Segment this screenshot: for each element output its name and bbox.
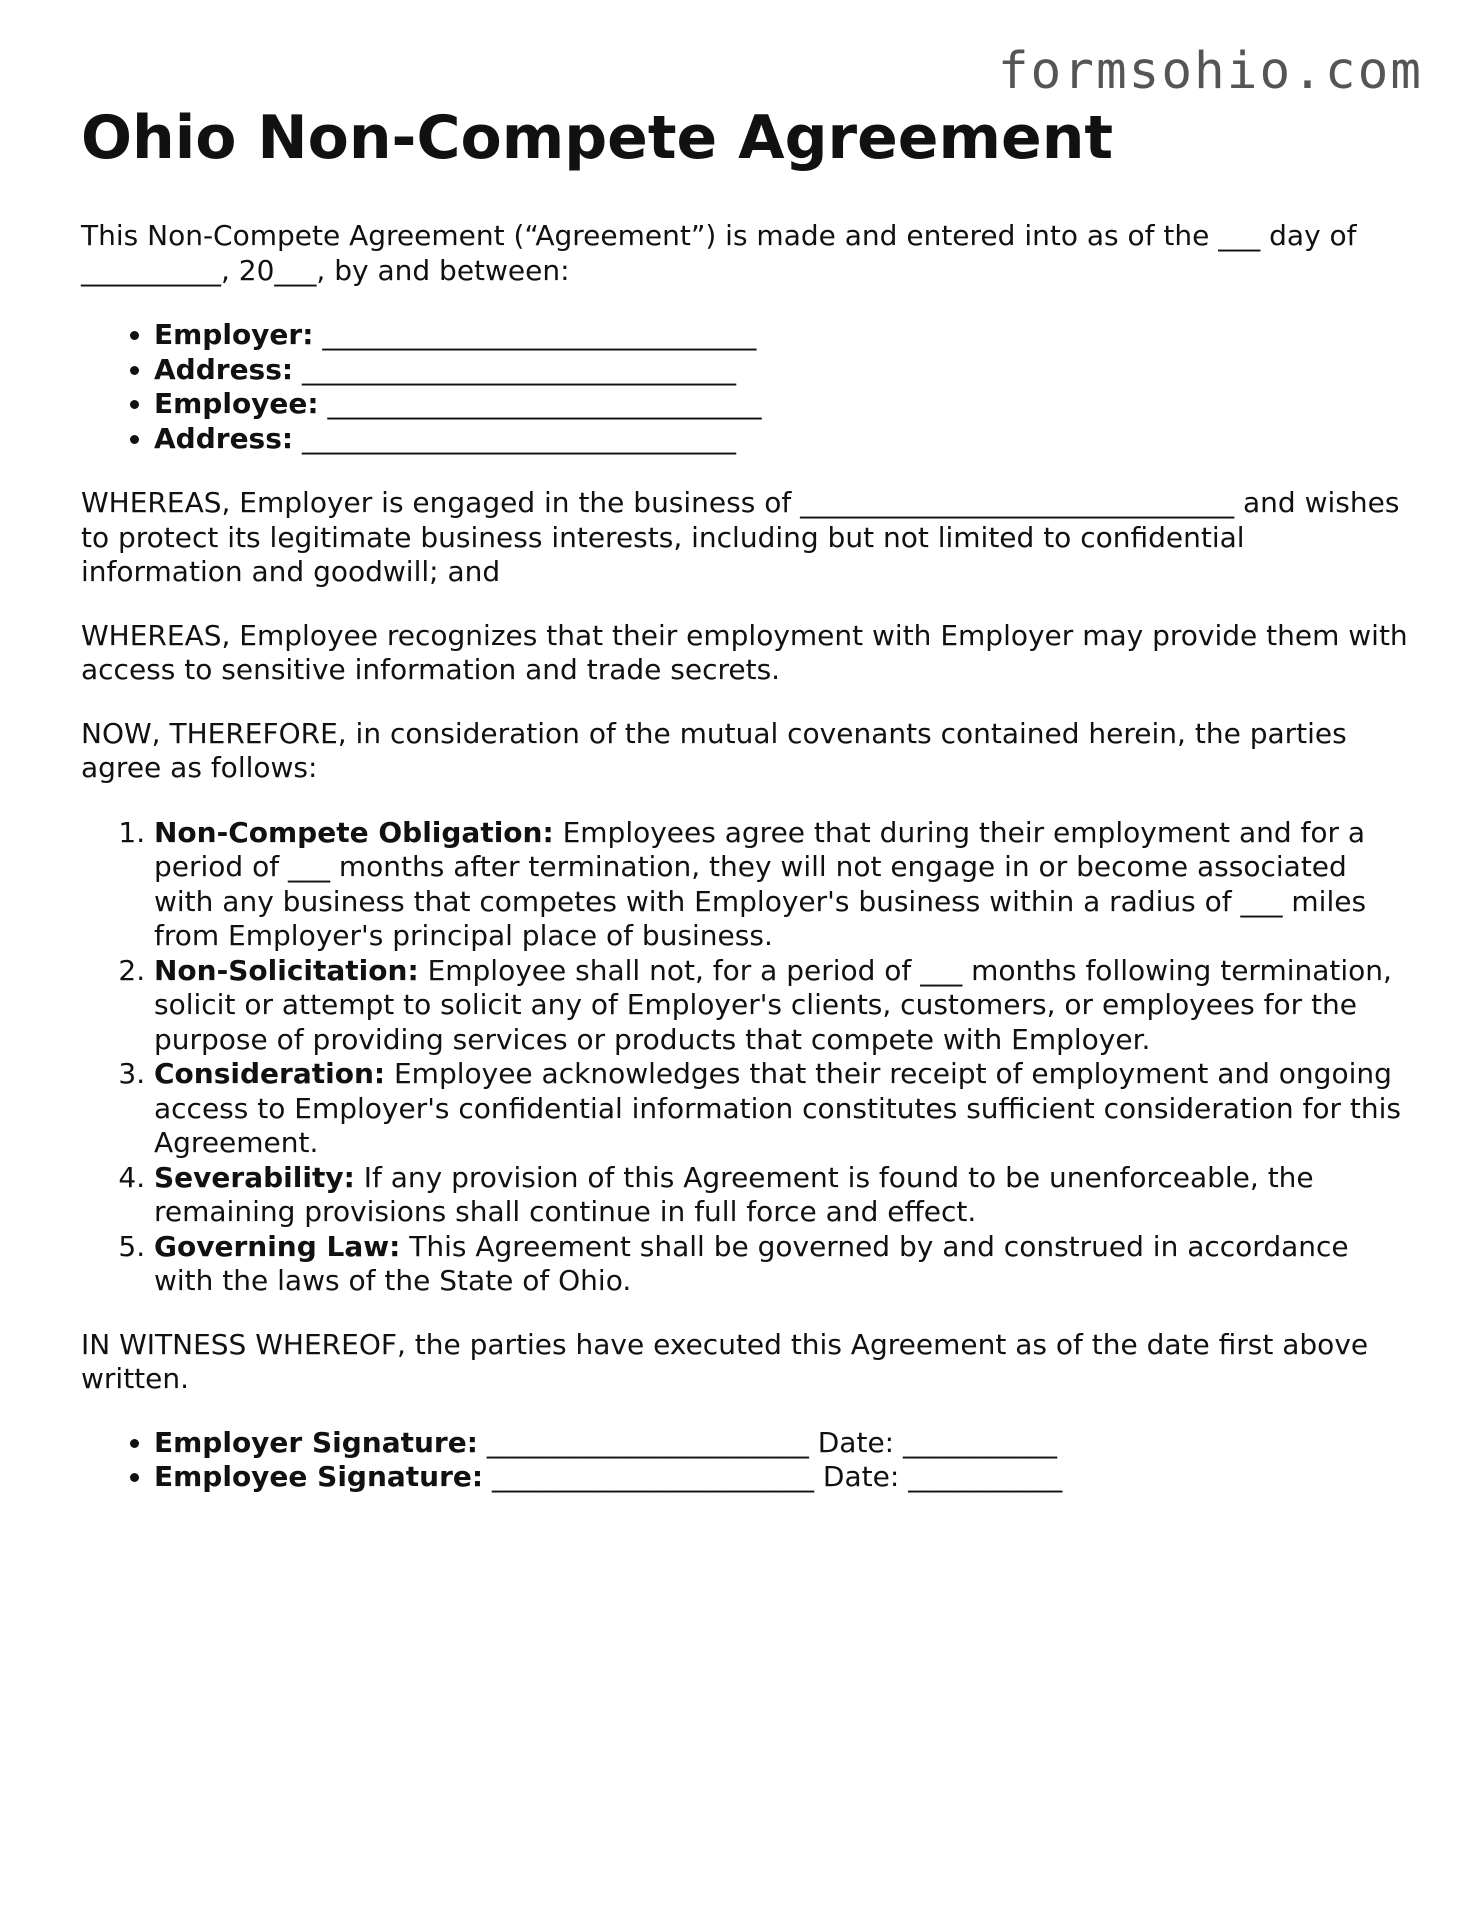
therefore-paragraph: NOW, THEREFORE, in consideration of the mutual covenants contained herein, the parties agree as follows:: [81, 716, 1347, 784]
date-label: Date:: [822, 1460, 900, 1493]
whereas-paragraph-2: WHEREAS, Employee recognizes that their employment with Employer may provide them with access to sensitive information and trade secrets.: [81, 618, 1408, 686]
witness-paragraph: IN WITNESS WHEREOF, the parties have executed this Agreement as of the date first above written.: [81, 1327, 1369, 1395]
party-employee-address: [154, 422, 1411, 457]
signature-label: Employer Signature:: [154, 1425, 478, 1459]
signature-employer: [154, 1426, 1411, 1461]
date-line: ___________: [903, 1425, 1058, 1459]
party-blank: _______________________________: [302, 421, 736, 455]
term-governing-law: [154, 1230, 1411, 1299]
parties-list: [81, 318, 1411, 456]
term-consideration: [154, 1057, 1411, 1161]
signatures-list: [81, 1426, 1411, 1495]
document-title: Ohio Non-Compete Agreement: [81, 103, 1114, 173]
intro-paragraph: This Non-Compete Agreement (“Agreement”) is made and entered into as of the ___ day of __________, 20___, by and between:: [81, 219, 1357, 287]
term-heading: Consideration:: [154, 1057, 386, 1090]
date-line: ___________: [908, 1460, 1063, 1493]
party-label: Employer:: [154, 318, 314, 351]
signature-line: _______________________: [486, 1425, 809, 1459]
party-blank: _______________________________: [327, 387, 762, 420]
term-heading: Severability:: [154, 1160, 355, 1194]
term-heading: Non-Solicitation:: [154, 953, 419, 987]
party-blank: _______________________________: [322, 318, 757, 351]
signature-line: _______________________: [492, 1460, 815, 1493]
term-text: If any provision of this Agreement is found to be unenforceable, the remaining provisions shall continue in full force and effect.: [154, 1160, 1314, 1228]
term-non-compete: [154, 816, 1411, 954]
term-text: Employee shall not, for a period of ___ months following termination, solicit or attempt to solicit any of Employer's clients, customers, or employees for the purpose of providing services or products that compete with Employer.: [154, 953, 1392, 1056]
term-heading: Governing Law:: [154, 1229, 401, 1263]
whereas-paragraph-1: WHEREAS, Employer is engaged in the business of _______________________________ and wishes to protect its legitimate business interests, including but not limited to confidential information and goodwill; and: [81, 486, 1400, 588]
signature-label: Employee Signature:: [154, 1460, 484, 1493]
date-label: Date:: [817, 1425, 895, 1459]
party-label: Address:: [154, 421, 294, 455]
signature-employee: [154, 1460, 1411, 1495]
party-label: Address:: [154, 352, 294, 386]
term-heading: Non-Compete Obligation:: [154, 815, 554, 849]
term-severability: [154, 1161, 1411, 1230]
party-blank: _______________________________: [302, 352, 736, 386]
party-employer: [154, 318, 1411, 353]
party-employee: [154, 387, 1411, 422]
document-page: [81, 104, 1411, 1495]
term-text: Employees agree that during their employment and for a period of ___ months after termination, they will not engage in or become associated with any business that competes with Employer's business within a radius of ___ miles from Employer's principal place of business.: [154, 815, 1367, 952]
term-text: This Agreement shall be governed by and construed in accordance with the laws of the State of Ohio.: [154, 1229, 1349, 1297]
terms-list: [81, 816, 1411, 1299]
party-employer-address: [154, 353, 1411, 388]
term-text: Employee acknowledges that their receipt of employment and ongoing access to Employer's confidential information constitutes sufficient consideration for this Agreement.: [154, 1057, 1401, 1159]
site-watermark: formsohio.com: [997, 42, 1423, 101]
term-non-solicitation: [154, 954, 1411, 1058]
party-label: Employee:: [154, 387, 319, 420]
